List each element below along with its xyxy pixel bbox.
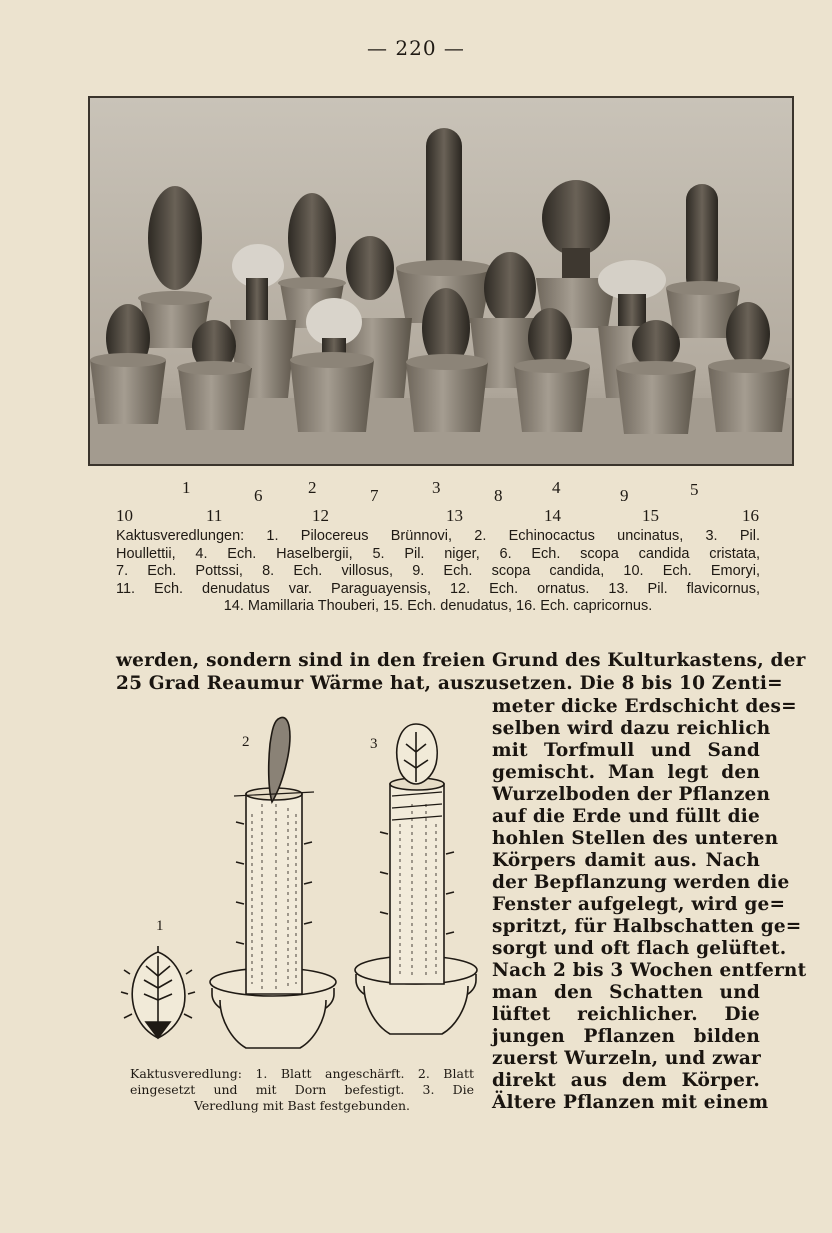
drawing-label: 1 [156, 918, 164, 934]
body-line: mit Torfmull und Sand [492, 740, 760, 761]
photo-number: 11 [206, 506, 223, 525]
body-column [492, 696, 807, 1114]
photo-number: 1 [182, 478, 191, 497]
body-line: 25 Grad Reaumur Wärme hat, auszusetzen. Die 8 bis 10 Zenti= [116, 673, 783, 694]
body-line: zuerst Wurzeln, und zwar [492, 1048, 761, 1069]
body-line: der Bepflanzung werden die [492, 872, 790, 893]
drawing-svg [116, 704, 482, 1066]
body-line: spritzt, für Halbschatten ge= [492, 916, 802, 937]
photo-illustration [90, 98, 792, 464]
photo-number: 2 [308, 478, 317, 497]
page-number: — 220 — [367, 36, 465, 60]
body-line: werden, sondern sind in den freien Grund des Kulturkastens, der [116, 650, 806, 671]
body-line: direkt aus dem Körper. [492, 1070, 760, 1091]
photo-number: 15 [642, 506, 659, 525]
photo-number: 13 [446, 506, 463, 525]
body-line: auf die Erde und füllt die [492, 806, 760, 827]
photo-number: 12 [312, 506, 329, 525]
body-line: meter dicke Erdschicht des= [492, 696, 797, 717]
caption-line: Kaktusveredlungen: 1. Pilocereus Brünnovi, 2. Echinocactus uncinatus, 3. Pil. [116, 528, 760, 544]
body-line: sorgt und oft flach gelüftet. [492, 938, 787, 959]
drawing-caption [130, 1066, 474, 1114]
drawing-label: 3 [370, 736, 378, 752]
drawing-label: 2 [242, 734, 250, 750]
photo-number: 10 [116, 506, 133, 525]
body-line: hohlen Stellen des unteren [492, 828, 779, 849]
graft-step-3 [355, 724, 477, 1034]
body-line: lüftet reichlicher. Die [492, 1004, 760, 1025]
photo-number: 9 [620, 486, 629, 505]
body-line: Körpers damit aus. Nach [492, 850, 760, 871]
photo-number: 7 [370, 486, 379, 505]
photo-number: 5 [690, 480, 699, 499]
photo-number: 8 [494, 486, 503, 505]
photo-number: 3 [432, 478, 441, 497]
caption-line: Houllettii, 4. Ech. Haselbergii, 5. Pil. niger, 6. Ech. scopa candida cristata, [116, 545, 760, 562]
leaf-sharpened [121, 946, 195, 1038]
caption-line: 11. Ech. denudatus var. Paraguayensis, 12. Ech. ornatus. 13. Pil. flavicornus, [116, 580, 760, 597]
body-line: Wurzelboden der Pflanzen [492, 784, 771, 805]
grafting-drawing [116, 704, 482, 1066]
caption-line: Kaktusveredlung: 1. Blatt angeschärft. 2. Blatt [130, 1066, 474, 1081]
photo-number: 6 [254, 486, 263, 505]
body-line: selben wird dazu reichlich [492, 718, 771, 739]
body-line: Ältere Pflanzen mit einem [492, 1092, 769, 1113]
cactus-grafts-photo [88, 96, 794, 466]
caption-line: 7. Ech. Pottssi, 8. Ech. villosus, 9. Ech. scopa candida, 10. Ech. Emoryi, [116, 563, 760, 579]
caption-line: eingesetzt und mit Dorn befestigt. 3. Die [130, 1082, 474, 1097]
body-line: Nach 2 bis 3 Wochen entfernt [492, 960, 807, 981]
body-line: man den Schatten und [492, 982, 760, 1003]
caption-line: 14. Mamillaria Thouberi, 15. Ech. denudatus, 16. Ech. capricornus. [223, 598, 653, 614]
caption-line: Veredlung mit Bast festgebunden. [193, 1098, 410, 1113]
photo-number: 4 [552, 478, 561, 497]
photo-number: 16 [742, 506, 759, 525]
body-line: jungen Pflanzen bilden [492, 1026, 760, 1047]
photo-caption [116, 528, 760, 616]
graft-step-2 [210, 717, 336, 1048]
body-line: gemischt. Man legt den [492, 762, 760, 783]
body-line: Fenster aufgelegt, wird ge= [492, 894, 786, 915]
photo-number: 14 [544, 506, 561, 525]
